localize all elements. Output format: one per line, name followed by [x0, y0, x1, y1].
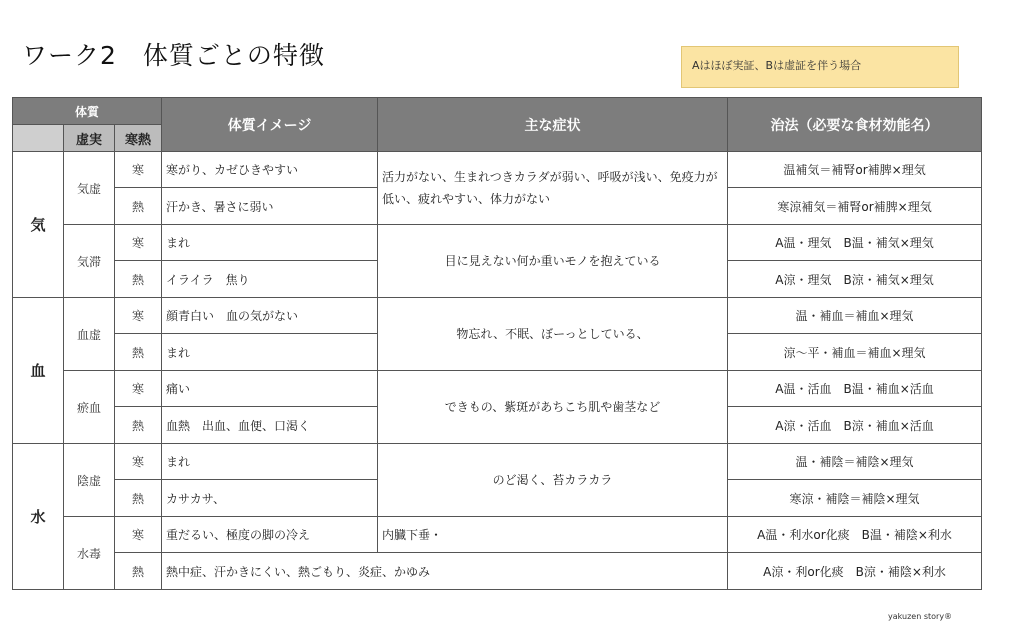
temp-cell: 熱	[115, 553, 162, 590]
treatment-cell: A温・理気 B温・補気×理気	[728, 225, 982, 261]
image-cell: まれ	[162, 334, 378, 371]
table-row	[13, 298, 982, 334]
treatment-cell: A涼・活血 B涼・補血×活血	[728, 407, 982, 444]
symptoms-cell: できもの、紫斑があちこち肌や歯茎など	[378, 371, 728, 444]
symptoms-cell: 内臓下垂・	[378, 517, 728, 553]
treatment-cell: 寒涼補気＝補腎or補脾×理気	[728, 188, 982, 225]
image-cell: イライラ 焦り	[162, 261, 378, 298]
table-row	[13, 371, 982, 407]
category-water: 水	[13, 444, 64, 590]
header-constitution: 体質	[13, 98, 162, 125]
symptoms-cell: 目に見えない何か重いモノを抱えている	[378, 225, 728, 298]
subtype-kekkyo: 血虚	[64, 298, 115, 371]
treatment-cell: 温・補血＝補血×理気	[728, 298, 982, 334]
legend-note: Aはほぼ実証、Bは虚証を伴う場合	[681, 46, 959, 88]
symptoms-cell: のど渇く、苔カラカラ	[378, 444, 728, 517]
header-treatment: 治法（必要な食材効能名）	[728, 98, 982, 152]
header-symptoms: 主な症状	[378, 98, 728, 152]
constitution-table	[12, 97, 982, 590]
temp-cell: 寒	[115, 298, 162, 334]
image-cell: 痛い	[162, 371, 378, 407]
temp-cell: 寒	[115, 152, 162, 188]
temp-cell: 寒	[115, 517, 162, 553]
table-row	[13, 517, 982, 553]
temp-cell: 寒	[115, 225, 162, 261]
image-cell: カサカサ、	[162, 480, 378, 517]
treatment-cell: 涼〜平・補血＝補血×理気	[728, 334, 982, 371]
temp-cell: 寒	[115, 444, 162, 480]
category-qi: 気	[13, 152, 64, 298]
category-blood: 血	[13, 298, 64, 444]
temp-cell: 寒	[115, 371, 162, 407]
table-row	[13, 553, 982, 590]
treatment-cell: A涼・利or化痰 B涼・補陰×利水	[728, 553, 982, 590]
image-cell: 顔青白い 血の気がない	[162, 298, 378, 334]
header-blank	[13, 125, 64, 152]
subtype-oketsu: 瘀血	[64, 371, 115, 444]
image-cell: まれ	[162, 225, 378, 261]
header-kyojitsu: 虚実	[64, 125, 115, 152]
treatment-cell: A涼・理気 B涼・補気×理気	[728, 261, 982, 298]
image-cell: まれ	[162, 444, 378, 480]
symptoms-cell: 活力がない、生まれつきカラダが弱い、呼吸が浅い、免疫力が低い、疲れやすい、体力がない	[378, 152, 728, 225]
temp-cell: 熱	[115, 407, 162, 444]
subtype-kitai: 気滞	[64, 225, 115, 298]
treatment-cell: A温・活血 B温・補血×活血	[728, 371, 982, 407]
subtype-kikyo: 気虚	[64, 152, 115, 225]
table-row	[13, 152, 982, 188]
table-row	[13, 225, 982, 261]
treatment-cell: A温・利水or化痰 B温・補陰×利水	[728, 517, 982, 553]
table-row	[13, 444, 982, 480]
header-kannetsu: 寒熱	[115, 125, 162, 152]
image-cell: 熱中症、汗かきにくい、熱ごもり、炎症、かゆみ	[162, 553, 728, 590]
subtype-suidoku: 水毒	[64, 517, 115, 590]
temp-cell: 熱	[115, 261, 162, 298]
header-image: 体質イメージ	[162, 98, 378, 152]
image-cell: 汗かき、暑さに弱い	[162, 188, 378, 225]
image-cell: 血熱 出血、血便、口渇く	[162, 407, 378, 444]
temp-cell: 熱	[115, 188, 162, 225]
subtype-inkyo: 陰虚	[64, 444, 115, 517]
image-cell: 重だるい、極度の脚の冷え	[162, 517, 378, 553]
symptoms-cell: 物忘れ、不眠、ぼーっとしている、	[378, 298, 728, 371]
page-title: ワーク2 体質ごとの特徴	[22, 41, 325, 70]
footer-brand: yakuzen story®	[888, 612, 953, 621]
treatment-cell: 寒涼・補陰＝補陰×理気	[728, 480, 982, 517]
temp-cell: 熱	[115, 480, 162, 517]
treatment-cell: 温・補陰＝補陰×理気	[728, 444, 982, 480]
temp-cell: 熱	[115, 334, 162, 371]
image-cell: 寒がり、カゼひきやすい	[162, 152, 378, 188]
treatment-cell: 温補気＝補腎or補脾×理気	[728, 152, 982, 188]
